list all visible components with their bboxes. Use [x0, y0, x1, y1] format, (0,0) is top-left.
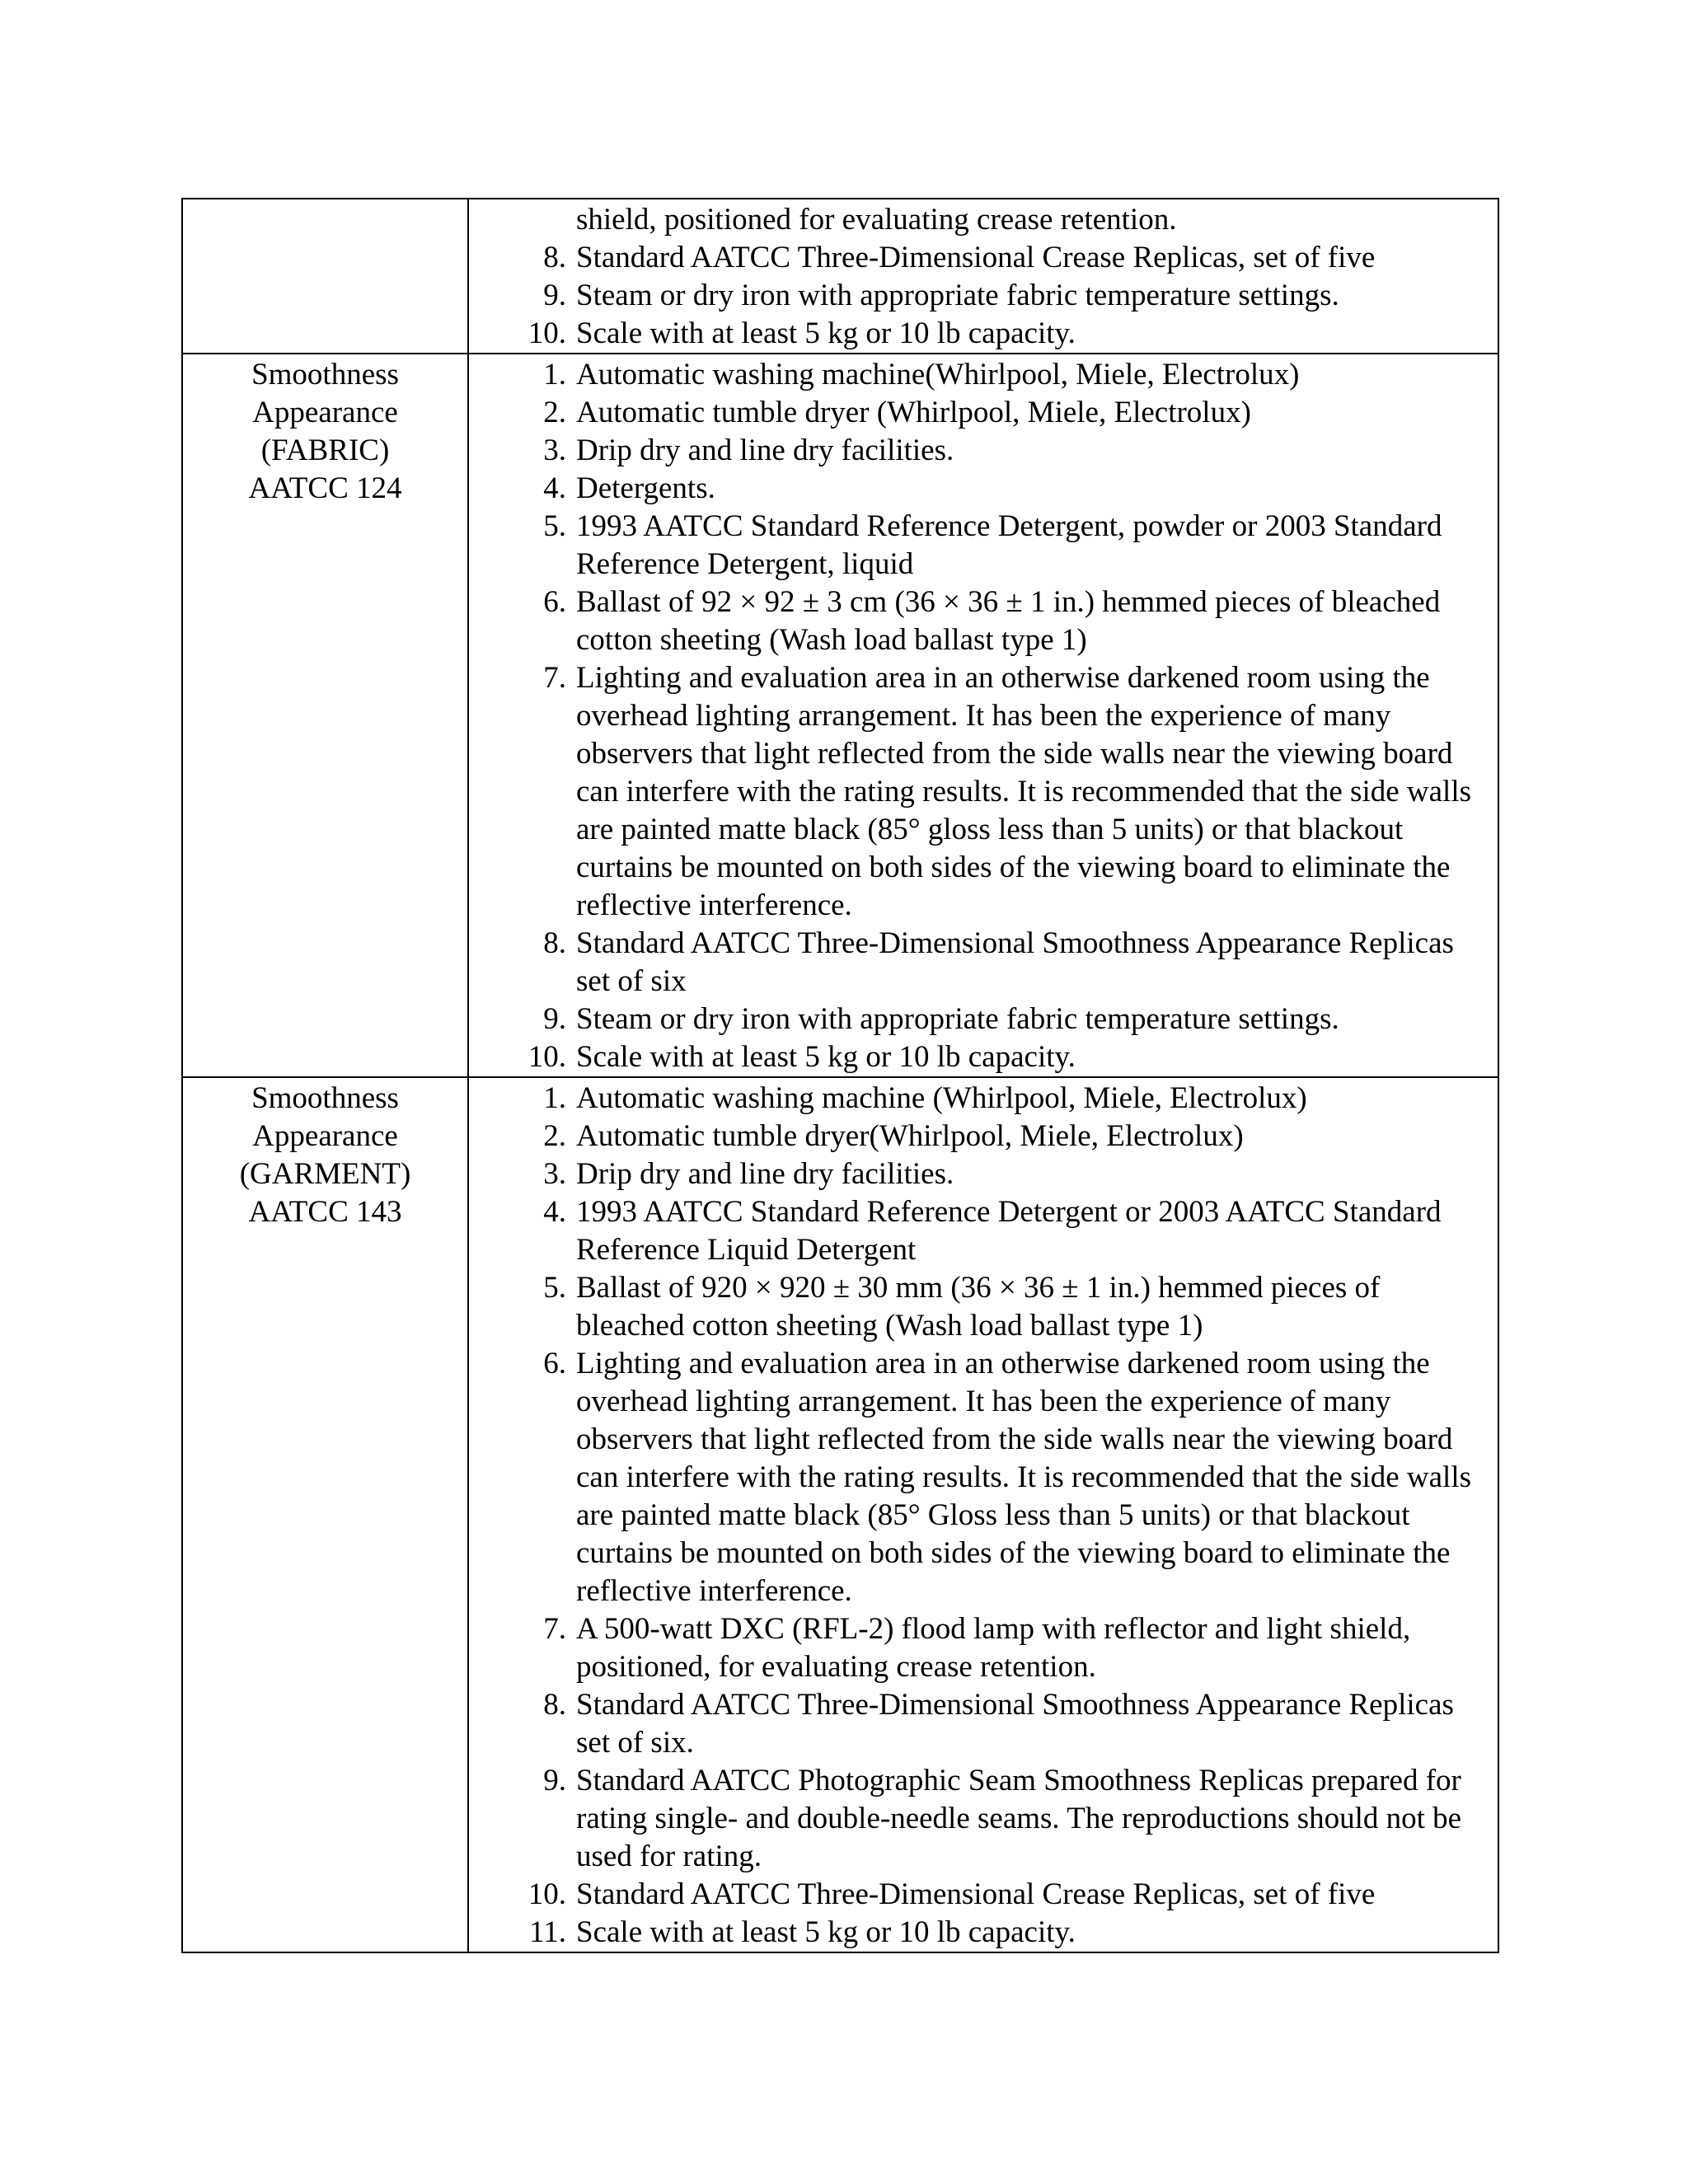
test-method-line: Appearance [252, 396, 398, 429]
list-item-number: 8. [543, 1688, 566, 1722]
list-item-number: 5. [543, 1271, 566, 1305]
test-method-line: (GARMENT) [239, 1157, 411, 1191]
list-item [469, 277, 1498, 315]
table-row [182, 354, 1498, 1077]
test-method-line: (FABRIC) [260, 434, 390, 467]
list-item [469, 239, 1498, 277]
list-item-text: shield, positioned for evaluating crease retention. [576, 203, 1177, 237]
list-item-number: 9. [543, 1002, 566, 1036]
list-item-text: Drip dry and line dry facilities. [576, 434, 954, 467]
list-item-number: 8. [543, 926, 566, 960]
equipment-list [469, 199, 1498, 353]
list-item-text: Automatic washing machine(Whirlpool, Miele, Electrolux) [576, 358, 1300, 391]
test-method-cell [182, 199, 468, 354]
list-item-text: Steam or dry iron with appropriate fabric temperature settings. [576, 1002, 1339, 1036]
list-item-number: 4. [543, 1195, 566, 1229]
list-item-number: 5. [543, 509, 566, 543]
test-method-line: Appearance [252, 1119, 398, 1153]
list-item-number: 7. [543, 1612, 566, 1646]
test-method-line: AATCC 124 [248, 471, 402, 505]
list-item-number: 3. [543, 1157, 566, 1191]
equipment-cell [468, 199, 1498, 354]
list-item-number: 4. [543, 471, 566, 505]
list-item [469, 1876, 1498, 1914]
list-item-number: 1. [543, 358, 566, 391]
list-item [469, 1610, 1498, 1686]
list-item-number: 10. [528, 1877, 566, 1911]
list-item-text: Scale with at least 5 kg or 10 lb capacity. [576, 1915, 1076, 1949]
test-method-cell [182, 354, 468, 1077]
list-item-text: Ballast of 920 × 920 ± 30 mm (36 × 36 ± 1 in.) hemmed pieces of bleached cotton sheeting (Wash load ballast type 1) [576, 1271, 1381, 1343]
list-item-number: 6. [543, 585, 566, 619]
list-item [469, 508, 1498, 583]
equipment-table [181, 198, 1499, 1953]
list-item-text: Lighting and evaluation area in an otherwise darkened room using the overhead lighting arrangement. It has been the experience of many observers that light reflected from the side walls near the viewing board can interfere with the rating results. It is recommended that the side walls are painted matte black (85° gloss less than 5 units) or that blackout curtains be mounted on both sides of the viewing board to eliminate the reflective interference. [576, 661, 1472, 922]
list-item-number: 11. [529, 1915, 566, 1949]
table-row [182, 1077, 1498, 1952]
list-item-text: Standard AATCC Photographic Seam Smoothness Replicas prepared for rating single- and double-needle seams. The reproductions should not be used for rating. [576, 1764, 1462, 1873]
list-item-number: 9. [543, 279, 566, 312]
list-item-text: Ballast of 92 × 92 ± 3 cm (36 × 36 ± 1 in.) hemmed pieces of bleached cotton sheeting (Wash load ballast type 1) [576, 585, 1441, 657]
list-item [469, 1762, 1498, 1876]
list-item [469, 1914, 1498, 1952]
equipment-list [469, 354, 1498, 1076]
list-item-text: Standard AATCC Three-Dimensional Smoothness Appearance Replicas set of six [576, 926, 1454, 998]
equipment-list [469, 1078, 1498, 1952]
list-item [469, 470, 1498, 508]
list-item-number: 2. [543, 396, 566, 429]
test-method-name [183, 354, 467, 508]
test-method-line: Smoothness [251, 358, 399, 391]
list-item [469, 356, 1498, 394]
list-item-text: Automatic washing machine (Whirlpool, Miele, Electrolux) [576, 1081, 1307, 1115]
list-item-number: 10. [528, 1040, 566, 1074]
list-item [469, 394, 1498, 432]
test-method-line: Smoothness [251, 1081, 399, 1115]
list-item [469, 315, 1498, 353]
list-item-number: 9. [543, 1764, 566, 1797]
list-item [469, 659, 1498, 925]
list-item [469, 1269, 1498, 1345]
test-method-name [183, 1078, 467, 1231]
list-item [469, 1345, 1498, 1610]
equipment-cell [468, 1077, 1498, 1952]
list-item [469, 432, 1498, 470]
list-item-number: 10. [528, 316, 566, 350]
list-item [469, 1038, 1498, 1076]
list-item [469, 583, 1498, 659]
list-item-number: 1. [543, 1081, 566, 1115]
list-item-text: Automatic tumble dryer (Whirlpool, Miele, Electrolux) [576, 396, 1251, 429]
list-item-number: 7. [543, 661, 566, 695]
list-item-text: Standard AATCC Three-Dimensional Smoothness Appearance Replicas set of six. [576, 1688, 1454, 1760]
list-item [469, 925, 1498, 1001]
list-item [469, 201, 1498, 239]
list-item [469, 1686, 1498, 1762]
list-item [469, 1001, 1498, 1038]
list-item-text: 1993 AATCC Standard Reference Detergent or 2003 AATCC Standard Reference Liquid Detergent [576, 1195, 1442, 1267]
test-method-cell [182, 1077, 468, 1952]
test-method-name [183, 199, 467, 201]
list-item [469, 1193, 1498, 1269]
list-item-text: Standard AATCC Three-Dimensional Crease Replicas, set of five [576, 241, 1376, 274]
list-item-text: Detergents. [576, 471, 715, 505]
list-item-text: Scale with at least 5 kg or 10 lb capacity. [576, 1040, 1076, 1074]
list-item-text: A 500-watt DXC (RFL-2) flood lamp with reflector and light shield, positioned, for evaluating crease retention. [576, 1612, 1411, 1684]
list-item-text: Drip dry and line dry facilities. [576, 1157, 954, 1191]
list-item-text: Standard AATCC Three-Dimensional Crease Replicas, set of five [576, 1877, 1376, 1911]
equipment-cell [468, 354, 1498, 1077]
list-item-number: 8. [543, 241, 566, 274]
equipment-table-body [182, 199, 1498, 1952]
list-item-number: 2. [543, 1119, 566, 1153]
list-item [469, 1080, 1498, 1118]
list-item [469, 1155, 1498, 1193]
list-item-text: Lighting and evaluation area in an otherwise darkened room using the overhead lighting arrangement. It has been the experience of many observers that light reflected from the side walls near the viewing board can interfere with the rating results. It is recommended that the side walls are painted matte black (85° Gloss less than 5 units) or that blackout curtains be mounted on both sides of the viewing board to eliminate the reflective interference. [576, 1347, 1472, 1608]
list-item-number: 3. [543, 434, 566, 467]
list-item-number: 6. [543, 1347, 566, 1380]
list-item-text: Automatic tumble dryer(Whirlpool, Miele, Electrolux) [576, 1119, 1244, 1153]
list-item [469, 1118, 1498, 1155]
test-method-line: AATCC 143 [248, 1195, 402, 1229]
list-item-text: Scale with at least 5 kg or 10 lb capacity. [576, 316, 1076, 350]
list-item-text: Steam or dry iron with appropriate fabric temperature settings. [576, 279, 1339, 312]
table-row [182, 199, 1498, 354]
list-item-text: 1993 AATCC Standard Reference Detergent, powder or 2003 Standard Reference Detergent, liquid [576, 509, 1442, 581]
